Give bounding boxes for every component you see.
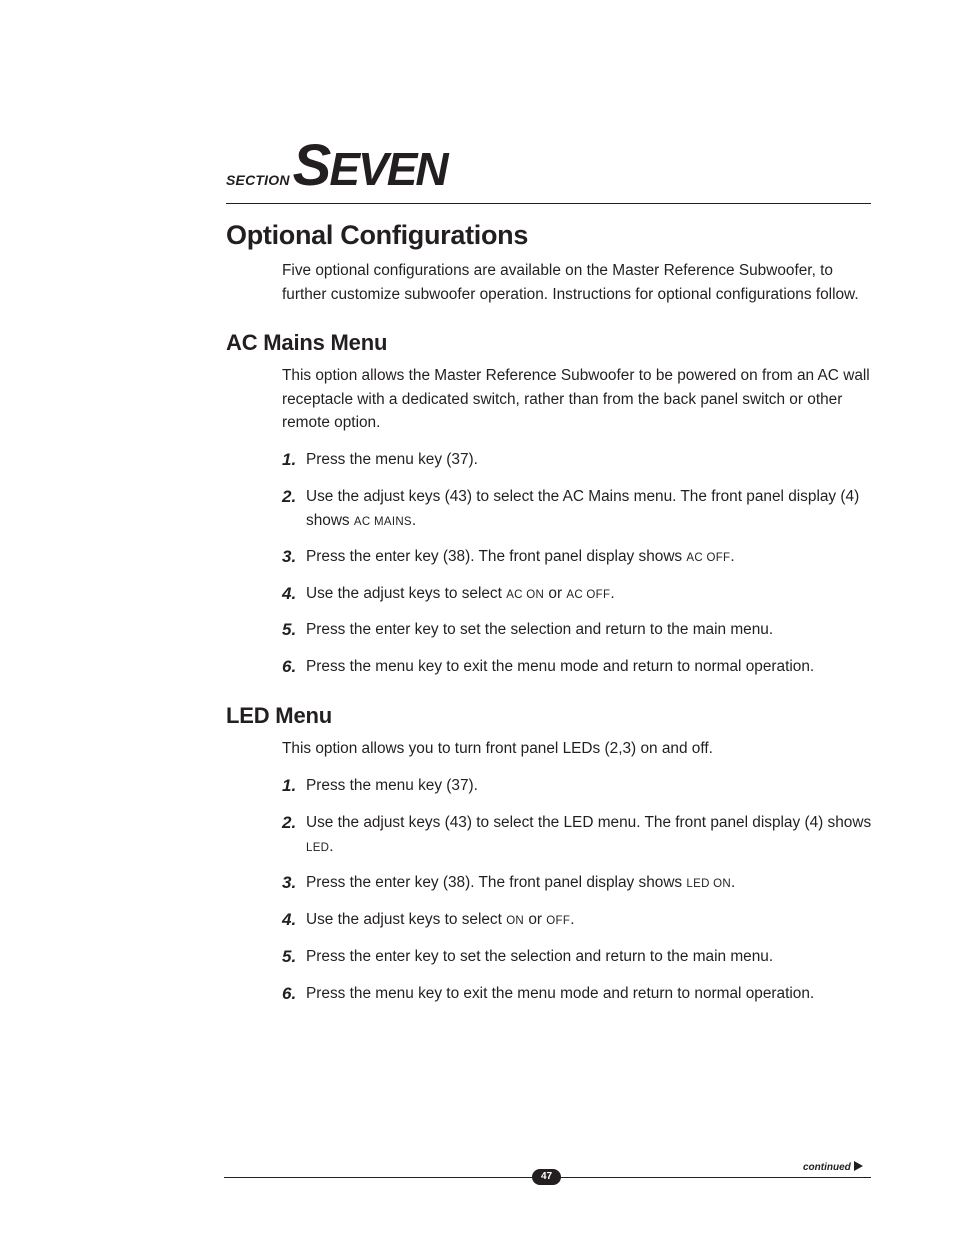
continued-label: continued — [803, 1162, 851, 1173]
step-text: Use the adjust keys (43) to select the AC Mains menu. The front panel display (4) shows — [306, 488, 860, 529]
step-number: 6. — [282, 984, 297, 1003]
led-step-5 — [282, 945, 872, 969]
continued-marker — [803, 1161, 863, 1173]
ac-step-5 — [282, 618, 872, 642]
section-header — [226, 133, 447, 198]
step-text-or: or — [544, 585, 567, 602]
display-readout: AC OFF — [686, 552, 731, 564]
step-text: Press the menu key (37). — [306, 777, 478, 794]
step-number: 4. — [282, 584, 297, 603]
step-text-end: . — [730, 548, 735, 565]
section-number — [293, 134, 447, 197]
page-title: Optional Configurations — [226, 220, 529, 250]
led-step-3 — [282, 871, 872, 897]
step-text: Press the enter key (38). The front panel display shows — [306, 874, 687, 891]
step-text: Press the menu key (37). — [306, 451, 478, 468]
display-readout: LED — [306, 841, 330, 854]
display-readout: LED ON — [686, 878, 732, 890]
ac-step-4 — [282, 582, 872, 608]
display-readout-on: AC ON — [506, 589, 545, 601]
step-text-end: . — [731, 874, 736, 891]
ac-step-3 — [282, 545, 872, 571]
step-text: Use the adjust keys (43) to select the LED menu. The front panel display (4) shows — [306, 814, 872, 831]
step-number: 4. — [282, 910, 297, 929]
step-text: Press the menu key to exit the menu mode and return to normal operation. — [306, 985, 815, 1002]
ac-step-6 — [282, 655, 872, 679]
led-step-6 — [282, 982, 872, 1006]
header-rule — [226, 203, 871, 204]
step-text-or: or — [524, 911, 547, 928]
display-readout-off: AC OFF — [566, 589, 611, 601]
display-readout-off: OFF — [546, 915, 571, 927]
led-heading: LED Menu — [226, 703, 332, 728]
led-intro: This option allows you to turn front panel LEDs (2,3) on and off. — [282, 740, 713, 757]
arrow-right-icon — [854, 1161, 863, 1171]
ac-step-2 — [282, 485, 872, 534]
step-text: Press the menu key to exit the menu mode and return to normal operation. — [306, 658, 815, 675]
step-number: 2. — [282, 813, 297, 832]
step-number: 1. — [282, 450, 297, 469]
step-number: 1. — [282, 776, 297, 795]
step-number: 5. — [282, 947, 297, 966]
step-text-end: . — [329, 837, 334, 855]
step-text: Use the adjust keys to select — [306, 911, 507, 928]
section-number-rest: EVEN — [329, 143, 447, 195]
step-number: 3. — [282, 873, 297, 892]
step-text: Press the enter key to set the selection and return to the main menu. — [306, 621, 774, 638]
step-text-end: . — [610, 585, 615, 602]
page-number-badge: 47 — [532, 1169, 561, 1185]
step-number: 5. — [282, 620, 297, 639]
ac-mains-heading: AC Mains Menu — [226, 330, 388, 355]
display-readout: AC MAINS — [353, 515, 412, 528]
section-number-initial: S — [292, 133, 330, 198]
step-text: Press the enter key (38). The front panel display shows — [306, 548, 687, 565]
step-text-end: . — [411, 511, 417, 529]
led-step-4 — [282, 908, 872, 934]
intro-paragraph: Five optional configurations are available on the Master Reference Subwoofer, to further customize subwoofer operation. Instructions for optional configurations follow. — [282, 262, 859, 303]
step-text: Use the adjust keys to select — [306, 585, 507, 602]
section-label: SECTION — [226, 172, 290, 188]
ac-step-1 — [282, 448, 872, 472]
step-number: 6. — [282, 657, 297, 676]
led-step-2 — [282, 811, 872, 860]
step-text: Press the enter key to set the selection and return to the main menu. — [306, 948, 774, 965]
display-readout-on: ON — [506, 915, 525, 927]
step-text-end: . — [570, 911, 575, 928]
step-number: 3. — [282, 547, 297, 566]
ac-mains-intro: This option allows the Master Reference Subwoofer to be powered on from an AC wall receptacle with a dedicated switch, rather than from the back panel switch or other remote option. — [282, 367, 870, 431]
led-step-1 — [282, 774, 872, 798]
step-number: 2. — [282, 487, 297, 506]
